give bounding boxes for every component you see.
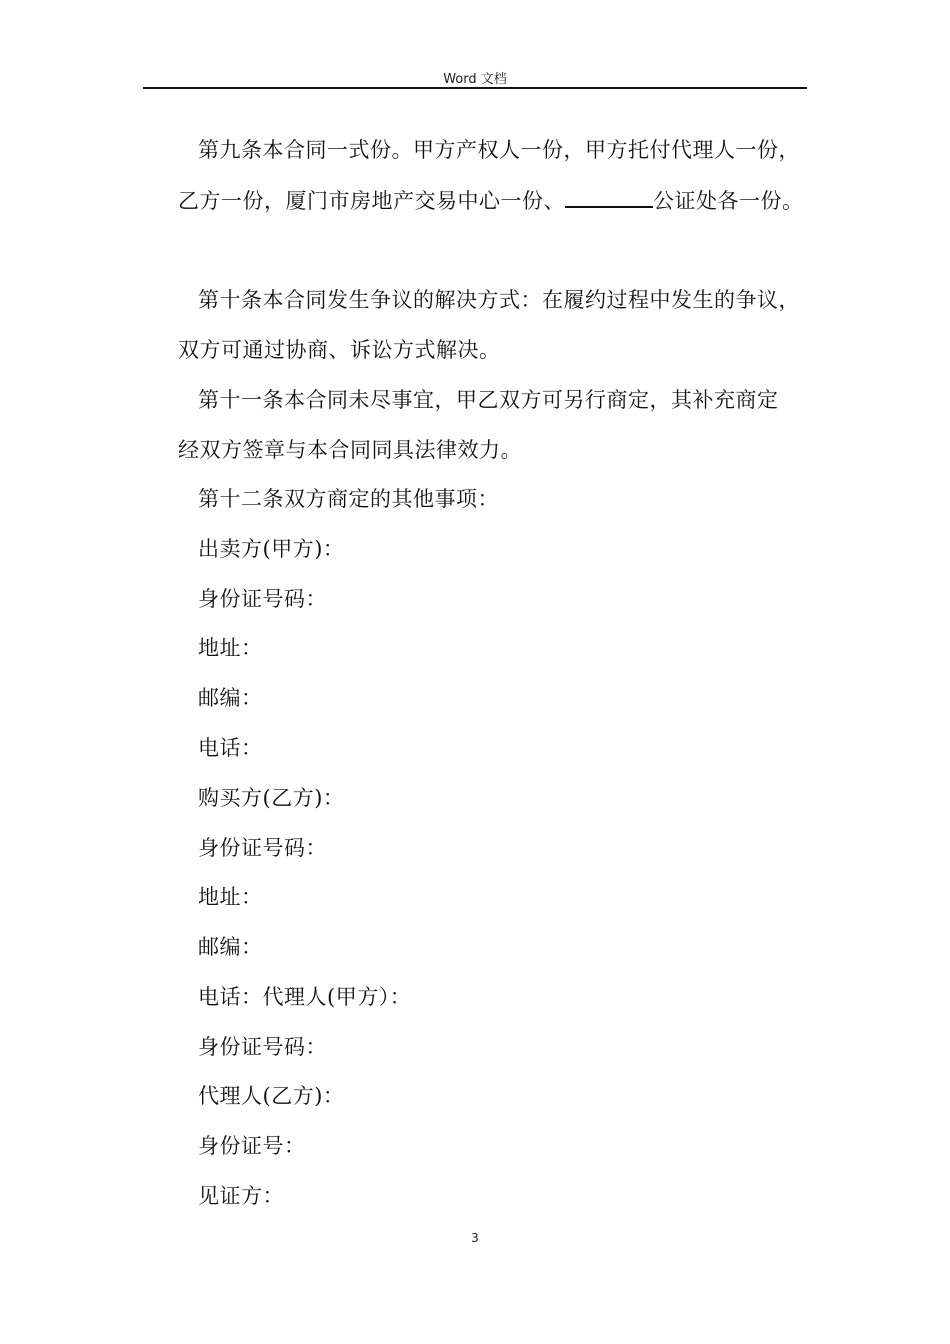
article-9-line-2 xyxy=(178,186,804,215)
article-9-line-2-end: 公证处各一份。 xyxy=(653,189,804,213)
blank-field xyxy=(565,186,653,208)
field-seller-phone: 电话： xyxy=(198,736,263,760)
header-divider xyxy=(143,87,807,89)
field-seller-postcode: 邮编： xyxy=(198,686,263,710)
page-number: 3 xyxy=(471,1231,479,1245)
field-seller-address: 地址： xyxy=(198,636,263,660)
article-11-line-2: 经双方签章与本合同同具法律效力。 xyxy=(178,438,522,462)
article-9-line-2-start: 乙方一份，厦门市房地产交易中心一份、 xyxy=(178,189,565,213)
field-buyer: 购买方(乙方)： xyxy=(198,786,345,810)
header-title: Word 文档 xyxy=(443,72,507,87)
field-seller: 出卖方(甲方)： xyxy=(198,537,345,561)
article-10-line-1: 第十条本合同发生争议的解决方式：在履约过程中发生的争议， xyxy=(198,288,800,312)
article-9-line-1: 第九条本合同一式份。甲方产权人一份，甲方托付代理人一份， xyxy=(198,138,800,162)
field-agent-a-id: 身份证号码： xyxy=(198,1035,327,1059)
field-agent-b: 代理人(乙方)： xyxy=(198,1084,345,1108)
field-witness: 见证方： xyxy=(198,1184,284,1208)
field-buyer-id: 身份证号码： xyxy=(198,836,327,860)
article-12-line-1: 第十二条双方商定的其他事项： xyxy=(198,487,499,511)
field-seller-id: 身份证号码： xyxy=(198,587,327,611)
field-buyer-postcode: 邮编： xyxy=(198,935,263,959)
field-buyer-address: 地址： xyxy=(198,885,263,909)
article-11-line-1: 第十一条本合同未尽事宜，甲乙双方可另行商定，其补充商定 xyxy=(198,388,779,412)
field-buyer-phone-agent: 电话：代理人(甲方）： xyxy=(198,985,412,1009)
field-agent-b-id: 身份证号： xyxy=(198,1134,306,1158)
article-10-line-2: 双方可通过协商、诉讼方式解决。 xyxy=(178,338,501,362)
